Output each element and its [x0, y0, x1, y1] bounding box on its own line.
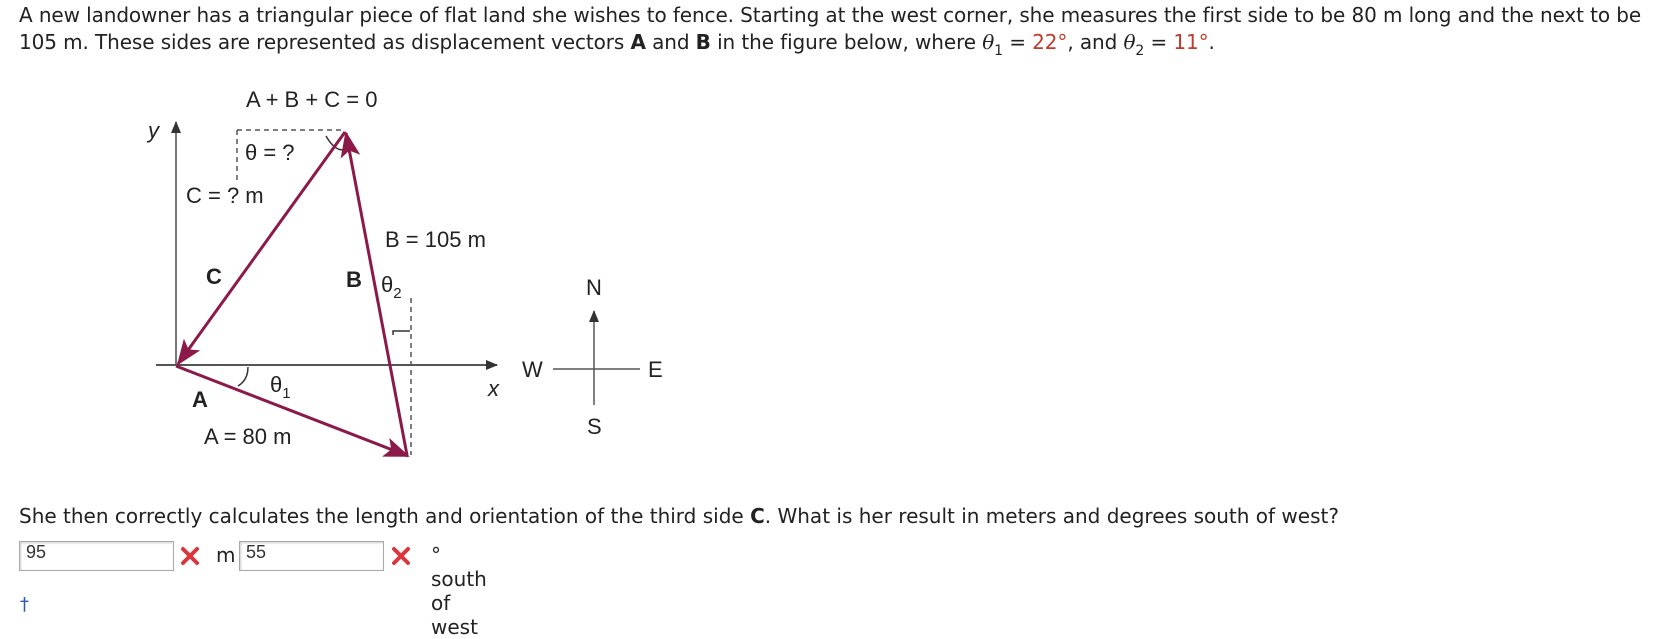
theta1-label: $\theta_1$: [270, 372, 291, 402]
problem-text: A new landowner has a triangular piece of flat land she wishes to fence. Starting at the west corner, she measures the first side to be 80 m long and the next to be 105 m. These sides are represented as displacement vectors: [19, 3, 1642, 54]
theta1-subscript: 1: [994, 43, 1003, 59]
c-vector-label: C: [206, 264, 222, 289]
problem-text: =: [1144, 30, 1174, 54]
vector-b-ref: B: [695, 30, 711, 54]
length-answer-value: 95: [26, 542, 47, 562]
angle-unit: ° south of west: [431, 543, 487, 639]
incorrect-x-icon: [390, 545, 412, 567]
theta-unknown-label: θ = ?: [245, 140, 295, 165]
problem-text: .: [1208, 30, 1215, 54]
dagger-link[interactable]: †: [20, 594, 29, 615]
compass-w: W: [522, 357, 543, 382]
question-text: [19, 504, 1339, 528]
length-unit: m: [216, 543, 236, 567]
angle-answer-input[interactable]: [239, 541, 384, 571]
vector-a-ref: A: [630, 30, 646, 54]
equation-label: A + B + C = 0: [246, 87, 378, 112]
compass-rose: [522, 275, 663, 439]
y-axis-label: y: [148, 118, 159, 143]
vector-c-arrow: [178, 132, 345, 364]
compass-n: N: [586, 275, 602, 300]
problem-text: and: [645, 30, 696, 54]
b-length-label: B = 105 m: [385, 227, 486, 252]
theta2-value: 11°: [1173, 30, 1209, 54]
c-length-label: C = ? m: [186, 183, 264, 208]
compass-e: E: [648, 357, 663, 382]
b-vector-label: B: [346, 267, 362, 292]
angle-answer-value: 55: [246, 542, 267, 562]
compass-s: S: [587, 414, 602, 439]
incorrect-x-icon: [179, 545, 201, 567]
theta1-value: 22°: [1032, 30, 1068, 54]
vector-c-ref: C: [750, 504, 765, 528]
question-part: She then correctly calculates the length and orientation of the third side: [19, 504, 751, 528]
a-vector-label: A: [192, 387, 208, 412]
problem-text: , and: [1067, 30, 1124, 54]
problem-text: =: [1002, 30, 1033, 54]
problem-text: in the figure below, where: [710, 30, 983, 54]
a-length-label: A = 80 m: [204, 424, 292, 449]
theta2-subscript: 2: [1135, 43, 1145, 59]
question-part: . What is her result in meters and degrees south of west?: [764, 504, 1339, 528]
length-answer-input[interactable]: [19, 541, 174, 571]
theta2-label: $\theta_2$: [381, 272, 402, 302]
theta1-symbol: θ: [982, 30, 995, 54]
theta1-arc: [238, 367, 248, 386]
x-axis-label: x: [488, 376, 499, 401]
theta2-symbol: θ: [1123, 30, 1136, 54]
theta2-arc: [393, 331, 410, 335]
